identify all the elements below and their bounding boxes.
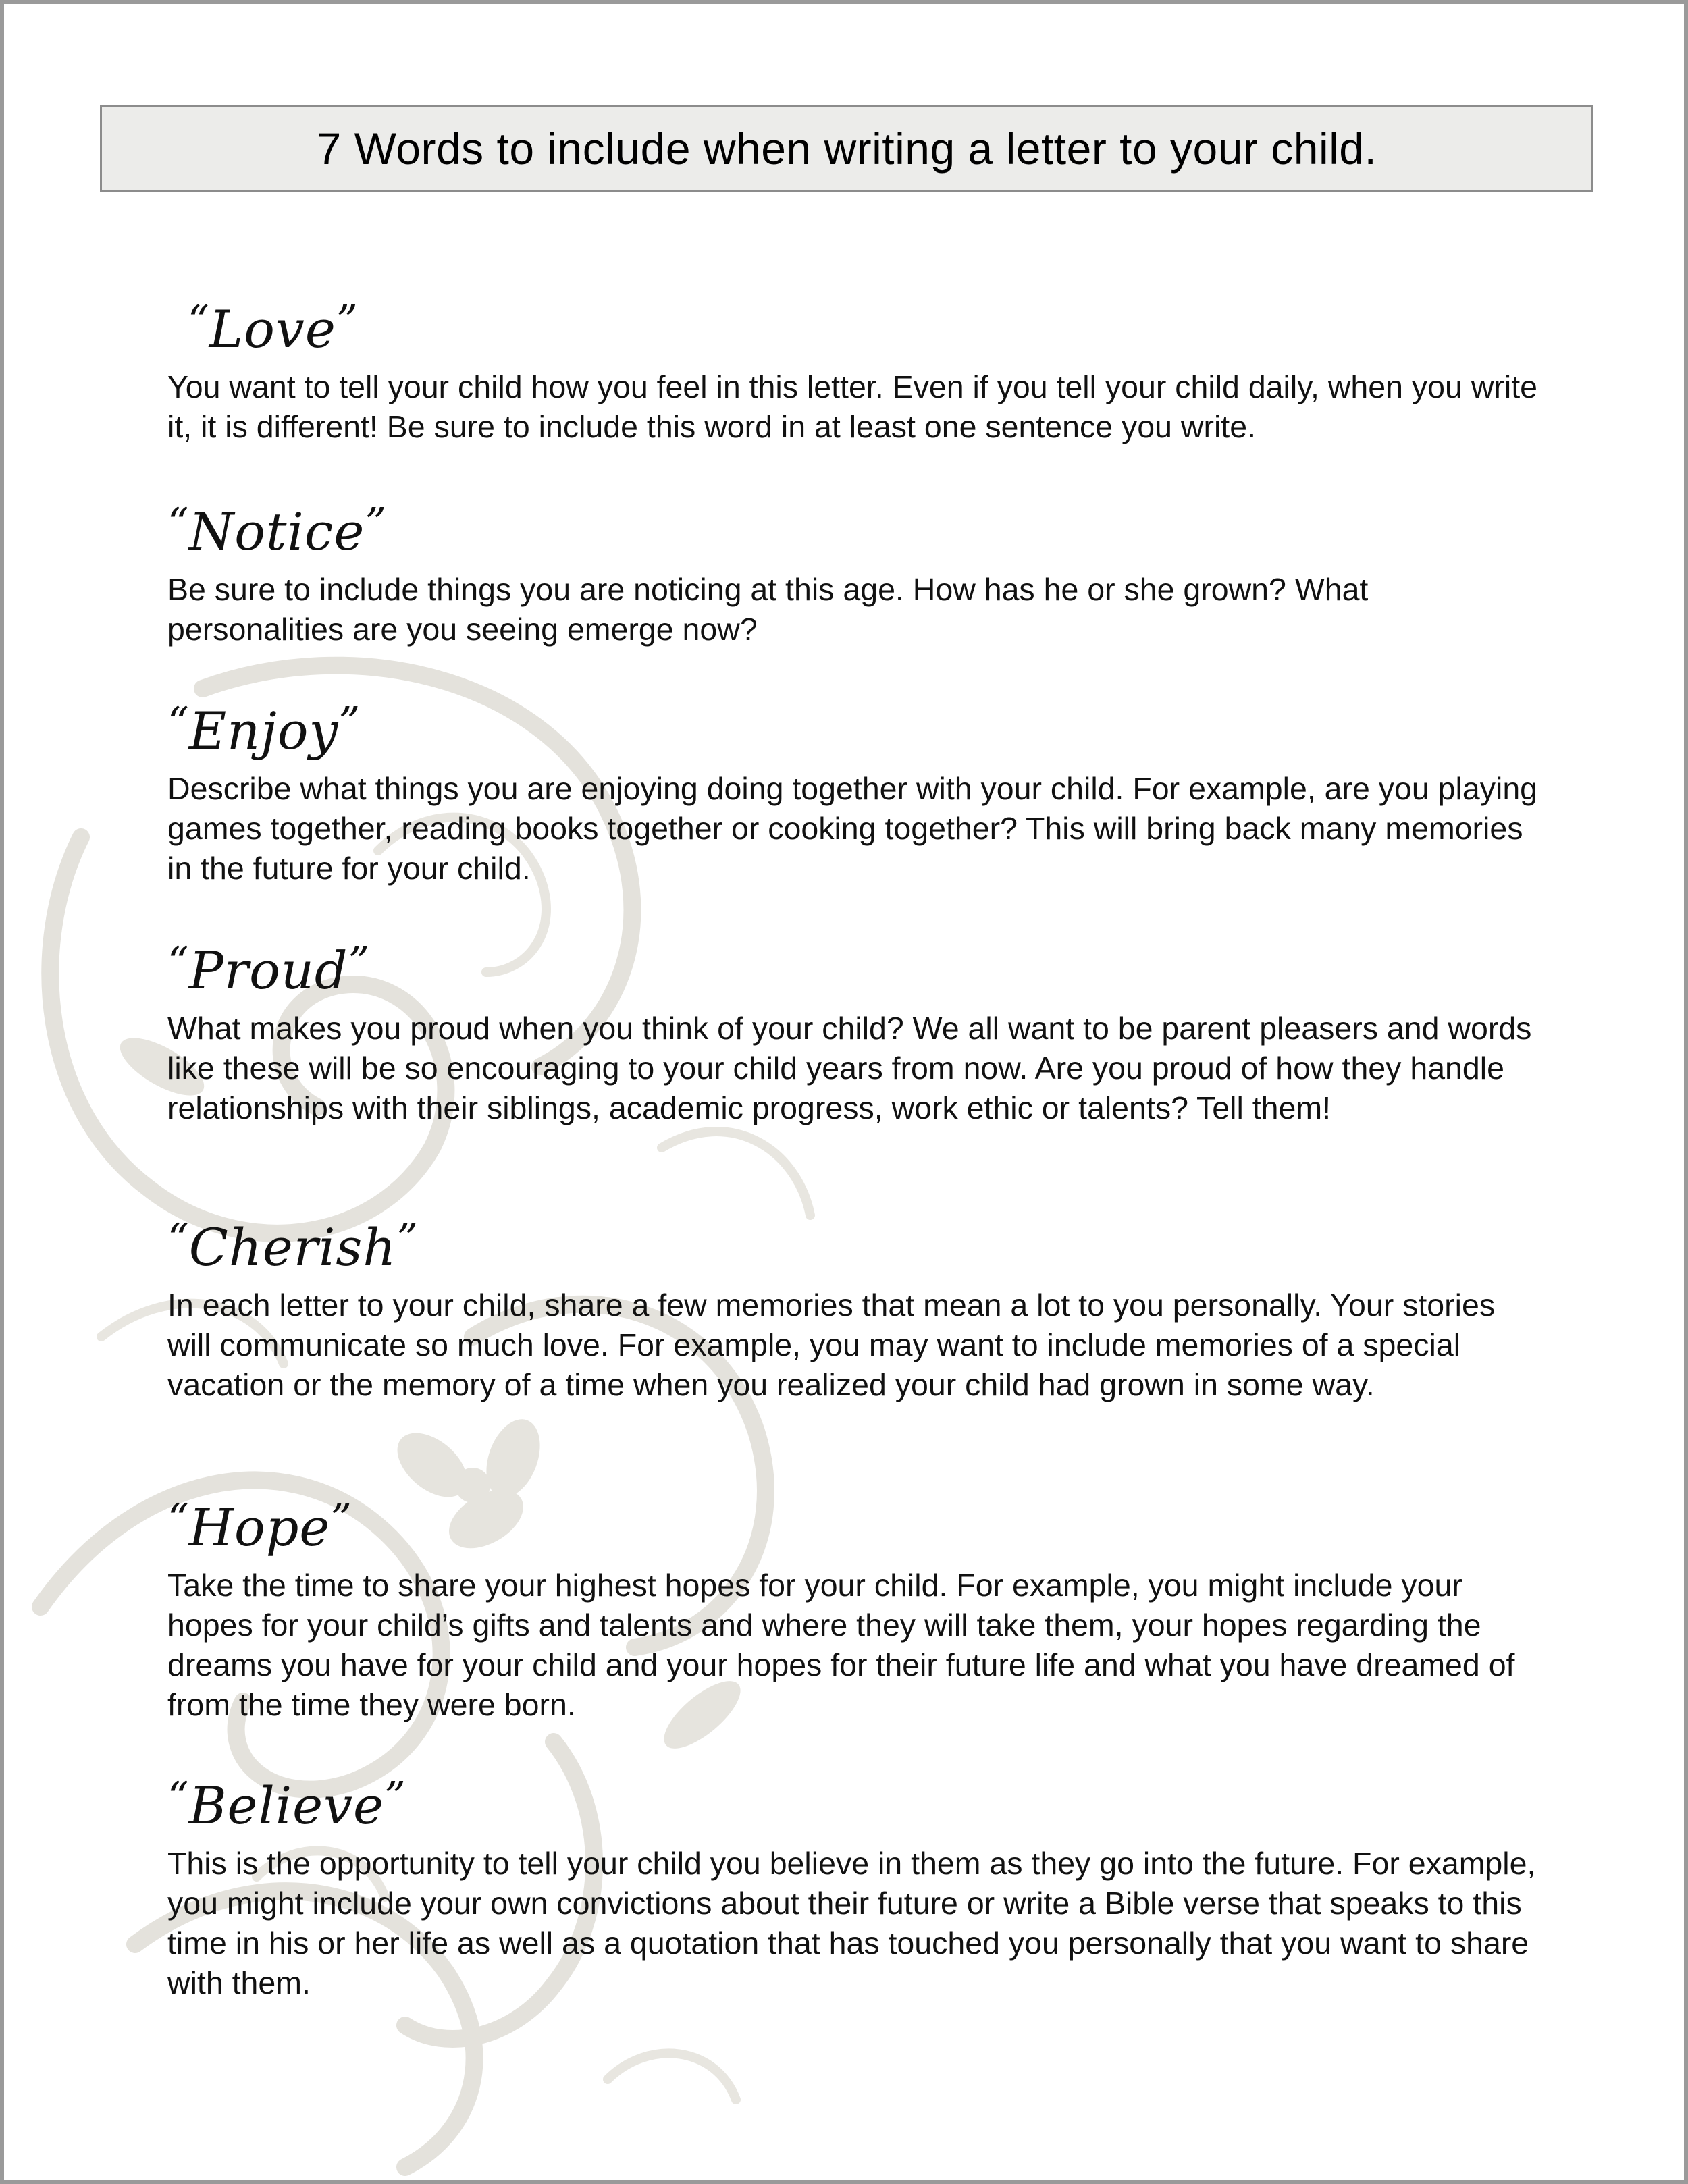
word-heading-hope (167, 1494, 1545, 1566)
word-heading-love (167, 296, 1545, 367)
paragraph-proud: What makes you proud when you think of your child? We all want to be parent pleasers and words like these will be so encouraging to your child years from now. Are you proud of how they handle relationships with their siblings, academic progress, work ethic or talents? Tell them! (167, 1011, 1532, 1125)
word-heading-cherish (167, 1214, 1545, 1285)
close-quote: ” (338, 697, 361, 747)
word-heading-proud (167, 937, 1545, 1009)
close-quote: ” (396, 1214, 419, 1263)
word-love: Love (209, 299, 336, 359)
close-quote: ” (336, 296, 358, 345)
open-quote: “ (167, 697, 189, 747)
word-believe: Believe (188, 1776, 385, 1836)
word-notice: Notice (188, 502, 365, 562)
word-proud: Proud (188, 940, 348, 1001)
section-notice (167, 498, 1545, 649)
paragraph-notice: Be sure to include things you are noticing at this age. How has he or she grown? What personalities are you seeing emerge now? (167, 572, 1369, 647)
section-hope (167, 1494, 1545, 1725)
word-heading-enjoy (167, 697, 1545, 769)
word-heading-believe (167, 1772, 1545, 1844)
open-quote: “ (188, 296, 209, 345)
close-quote: ” (365, 498, 387, 548)
paragraph-love: You want to tell your child how you feel in this letter. Even if you tell your child daily, when you write it, it is different! Be sure to include this word in at least one sentence you write. (167, 369, 1537, 444)
section-believe (167, 1772, 1545, 2003)
open-quote: “ (167, 1494, 189, 1543)
paragraph-hope: Take the time to share your highest hopes for your child. For example, you might include your hopes for your child’s gifts and talents and where they will take them, your hopes regarding the dreams you have for your child and your hopes for their future life and what you have dreamed of from the time they were born. (167, 1568, 1515, 1722)
page-title: 7 Words to include when writing a letter to your child. (316, 124, 1377, 174)
word-cherish: Cherish (188, 1217, 397, 1277)
section-love (167, 296, 1545, 447)
word-hope: Hope (188, 1497, 331, 1557)
section-proud (167, 937, 1545, 1128)
word-enjoy: Enjoy (188, 701, 339, 761)
paragraph-believe: This is the opportunity to tell your child you believe in them as they go into the future. For example, you might include your own convictions about their future or write a Bible verse that speaks to this time in his or her life as well as a quotation that has touched you personally that you want to share with them. (167, 1846, 1536, 2000)
open-quote: “ (167, 498, 189, 548)
open-quote: “ (167, 937, 189, 986)
section-enjoy (167, 697, 1545, 888)
word-heading-notice (167, 498, 1545, 570)
open-quote: “ (167, 1772, 189, 1821)
close-quote: ” (330, 1494, 352, 1543)
title-box (100, 105, 1593, 192)
section-cherish (167, 1214, 1545, 1405)
paragraph-enjoy: Describe what things you are enjoying doing together with your child. For example, are you playing games together, reading books together or cooking together? This will bring back many memories in the future for your child. (167, 771, 1538, 886)
close-quote: ” (348, 937, 370, 986)
open-quote: “ (167, 1214, 189, 1263)
close-quote: ” (384, 1772, 406, 1821)
paragraph-cherish: In each letter to your child, share a few memories that mean a lot to you personally. Your stories will communicate so much love. For example, you may want to include memories of a special vacation or the memory of a time when you realized your child had grown in some way. (167, 1287, 1496, 1402)
